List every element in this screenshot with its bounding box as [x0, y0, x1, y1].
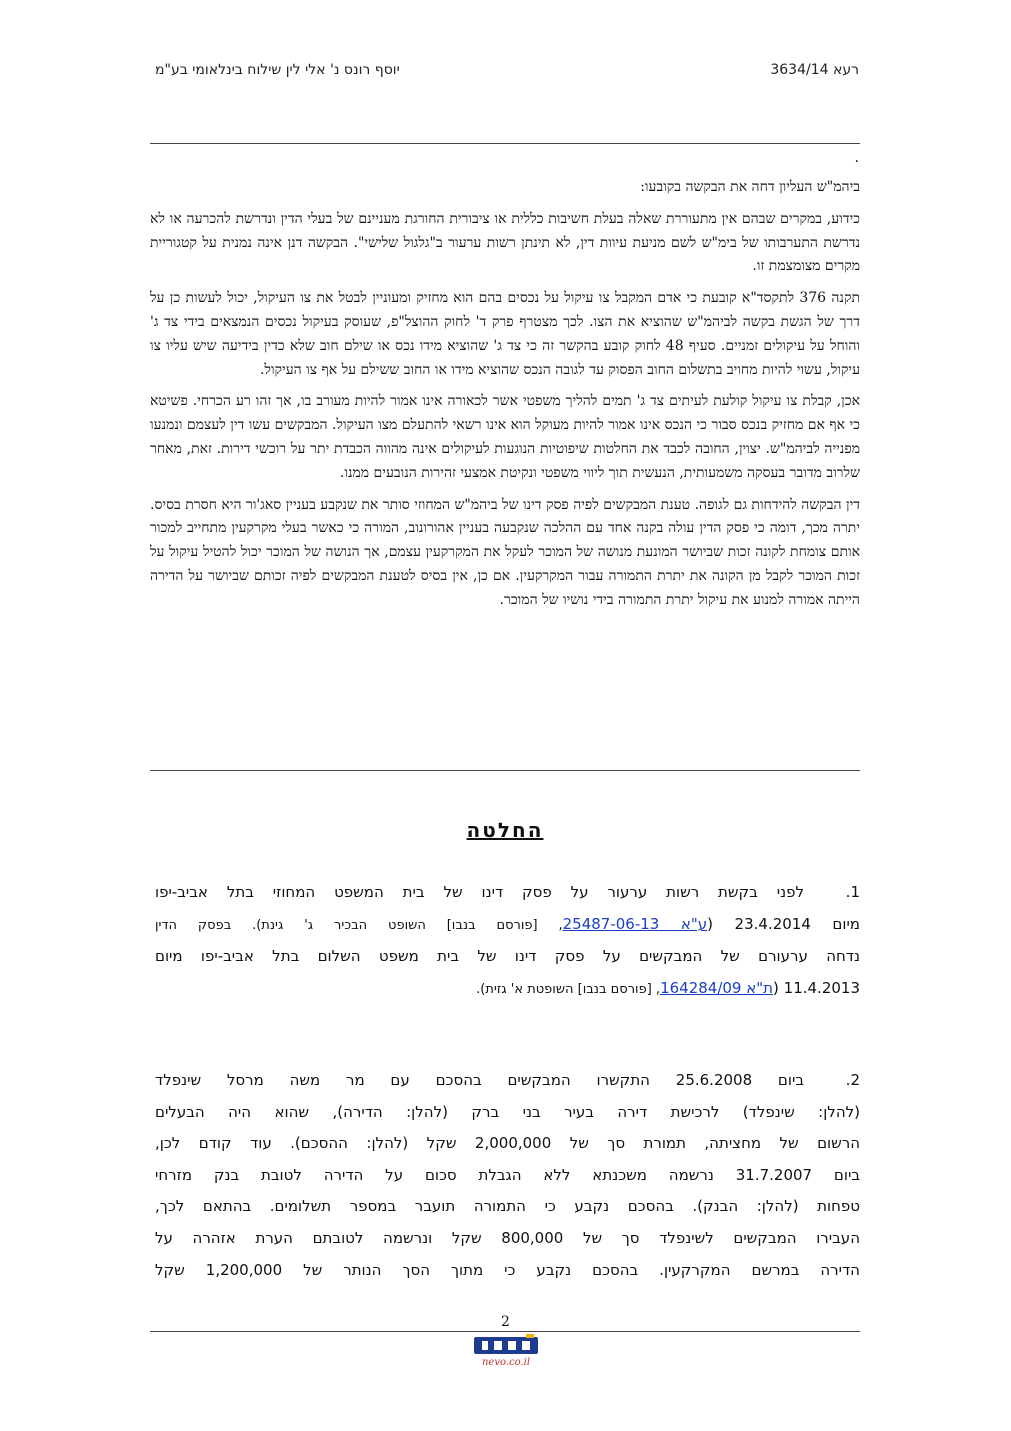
synopsis-paragraph: תקנה 376 לתקסד"א קובעת כי אדם המקבל צו עיקול על נכסים בהם הוא מחזיק ומעוניין לבטל את צו העיקול, יכול לעשות כן על דרך של הגשת בקשה לביהמ"ש שהוציא את הצו. לכך מצטרף פרק ד' לחוק ההוצל"פ, שעוסק בעיקול נכסים הנמצאים בידי צד ג' והוחל על עיקולים זמניים. סעיף 48 לחוק קובע בהקשר זה כי צד ג' שהוציא מידו נכס או שילם חוב שלא כדין בידיעה שיש עליו צו עיקול, עשוי להיות מחויב בתשלום החוב הפסוק עד לגובה הנכס שהוציא מידו או החוב ששילם על אף צו העיקול. — [150, 290, 861, 378]
case-link-appeal[interactable]: ע"א 25487-06-13 — [562, 914, 708, 933]
paragraph-line: מיום 23.4.2014 ( — [707, 914, 860, 933]
stray-dot: . — [854, 150, 859, 166]
paragraph-line: 11.4.2013 ( — [773, 978, 860, 997]
page-number: 2 — [501, 1314, 510, 1330]
header-case-title: יוסף רונס נ' אלי לין שילוח בינלאומי בע"מ — [155, 62, 400, 78]
paragraph-line: , [פורסם בנבו] השופטת א' גזית). — [476, 981, 661, 997]
nevo-logo-icon — [468, 1333, 544, 1367]
synopsis-top-rule — [150, 143, 860, 144]
header-case-number: רעא 3634/14 — [770, 62, 859, 78]
paragraph-line: טפחות (להלן: הבנק). בהסכם נקבע כי התמורה תועבר במספר תשלומים. בהתאם לכך, — [155, 1197, 860, 1216]
paragraph-2 — [155, 1065, 860, 1286]
nevo-logo — [468, 1333, 544, 1367]
paragraph-number: 1. — [845, 883, 860, 901]
paragraph-line: הרשום של מחציתה, תמורת סך של 2,000,000 שקל (להלן: ההסכם). עוד קודם לכן, — [155, 1134, 861, 1153]
paragraph-line: ביום 31.7.2007 נרשמה משכנתא ללא הגבלת סכום על הדירה לטובת בנק מזרחי — [155, 1165, 860, 1184]
paragraph-line: נדחה ערעורם של המבקשים על פסק דינו של בית משפט השלום בתל אביב-יפו מיום — [155, 947, 860, 966]
synopsis-bottom-rule — [150, 770, 860, 771]
synopsis-box — [150, 176, 860, 621]
synopsis-paragraph: כידוע, במקרים שבהם אין מתעוררת שאלה בעלת חשיבות כללית או ציבורית החורגת מעניינם של בעלי הדין ונדרשת להכרעה או לא נדרשת התערבותו של בימ"ש לשם מניעת עיוות דין, לא תינתן רשות ערעור ב"גלגול שלישי". הבקשה דנן אינה נמנית על קטגוריית מקרים מצומצמת זו. — [150, 210, 860, 275]
case-link-lawsuit[interactable]: ת"א 164284/09 — [660, 978, 774, 997]
synopsis-paragraph: אכן, קבלת צו עיקול קולעת לעיתים צד ג' תמים להליך משפטי אשר לכאורה אינו אמור להיות מעורב בו, אך זהו רע הכרחי. פשיטא כי אף אם מחזיק בנכס סבור כי הנכס אינו אמור להיות מעוקל הוא אינו רשאי להתעלם מצו העיקול. המבקשים עשו דין לעצמם ונמנעו מפנייה לביהמ"ש. יצוין, החובה לכבד את החלטות שיפוטיות הנוגעות לעיקולים אינה מהווה הכבדת יתר על רוכשי דירות. זאת, מאחר שלרוב מדובר בעסקה משמעותית, הנעשית תוך ליווי משפטי ונקיטת אמצעי זהירות הנובעים ממנו. — [150, 393, 860, 481]
paragraph-line: , [פורסם בנבו] השופט הבכיר ג' גינת). בפסק הדין — [155, 917, 563, 933]
svg-text:nevo.co.il: nevo.co.il — [481, 1357, 531, 1367]
section-title: החלטה — [466, 818, 544, 842]
synopsis-paragraph: דין הבקשה להידחות גם לגופה. טענת המבקשים לפיה פסק דינו של ביהמ"ש המחוזי סותר את שנקבע בעניין סאג'ור היא חסרת בסיס. יתרה מכך, דומה כי פסק הדין עולה בקנה אחד עם ההלכה שנקבעה בעניין אהורונוב, המורה כי כאשר בעלי מקרקעין מתחייב למכור אותם צומחת לקונה זכות שביושר המונעת מנושה של המוכר לעקל את המקרקעין עצמם, אך הנושה של המוכר יכול להטיל עיקול על זכות המוכר לקבל מן הקונה את יתרת התמורה עבור המקרקעין. אם כן, אין בסיס לטענת המבקשים לפיה זכותם שביושר על הדירה הייתה אמורה למנוע את עיקול יתרת התמורה בידי נושיו של המוכר. — [150, 496, 861, 608]
paragraph-line: העבירו המבקשים לשינפלד סך של 800,000 שקל ונרשמה לטובתם הערת אזהרה על — [155, 1228, 860, 1247]
paragraph-line: הדירה במרשם המקרקעין. בהסכם נקבע כי מתוך הסך הנותר של 1,200,000 שקל — [155, 1260, 860, 1279]
paragraph-line: (להלן: שינפלד) לרכישת דירה בעיר בני ברק (להלן: הדירה), שהוא היה הבעלים — [155, 1102, 860, 1121]
paragraph-1 — [155, 877, 860, 1005]
paragraph-line: ביום 25.6.2008 התקשרו המבקשים בהסכם עם מר משה מרסל שינפלד — [155, 1071, 804, 1089]
synopsis-paragraph: ביהמ"ש העליון דחה את הבקשה בקובעו: — [640, 179, 860, 195]
paragraph-number: 2. — [845, 1071, 860, 1089]
footer-rule — [150, 1331, 860, 1332]
paragraph-line: לפני בקשת רשות ערעור על פסק דינו של בית המשפט המחוזי בתל אביב-יפו — [155, 883, 804, 901]
